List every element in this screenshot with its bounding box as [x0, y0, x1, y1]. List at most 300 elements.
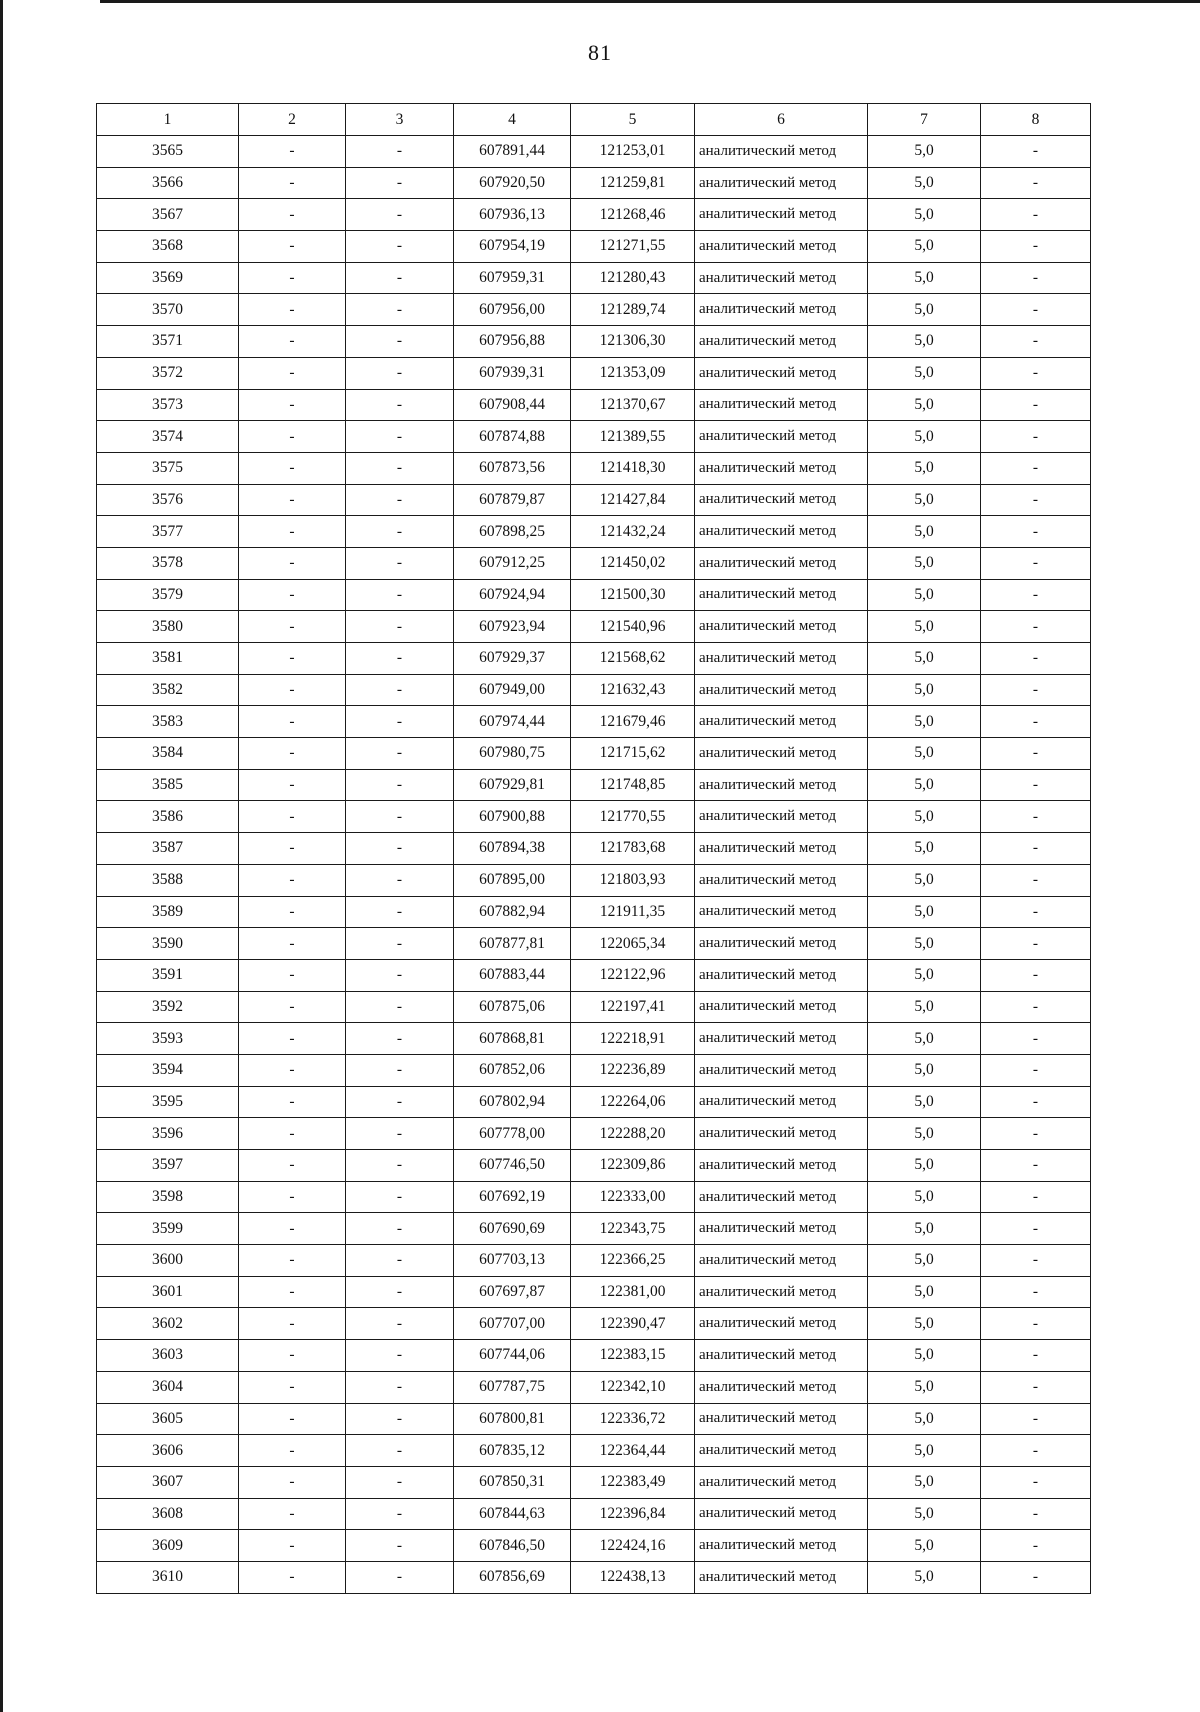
column-header-3: 3 [346, 104, 454, 136]
table-row [97, 136, 1091, 168]
col2-cell: - [239, 357, 346, 389]
col8-cell: - [981, 1213, 1091, 1245]
y-coordinate-cell: 121432,24 [571, 516, 695, 548]
point-number-cell: 3601 [97, 1276, 239, 1308]
col3-cell: - [346, 991, 454, 1023]
y-coordinate-cell: 122396,84 [571, 1498, 695, 1530]
col3-cell: - [346, 1371, 454, 1403]
y-coordinate-cell: 121568,62 [571, 643, 695, 675]
accuracy-cell: 5,0 [868, 706, 981, 738]
method-cell: аналитический метод [695, 1245, 868, 1277]
table-row [97, 833, 1091, 865]
method-cell: аналитический метод [695, 991, 868, 1023]
method-cell: аналитический метод [695, 136, 868, 168]
method-cell: аналитический метод [695, 1181, 868, 1213]
col3-cell: - [346, 706, 454, 738]
table-row [97, 294, 1091, 326]
col8-cell: - [981, 1023, 1091, 1055]
table-row [97, 1530, 1091, 1562]
col2-cell: - [239, 959, 346, 991]
point-number-cell: 3593 [97, 1023, 239, 1055]
col3-cell: - [346, 1308, 454, 1340]
col3-cell: - [346, 738, 454, 770]
table-row [97, 611, 1091, 643]
point-number-cell: 3586 [97, 801, 239, 833]
accuracy-cell: 5,0 [868, 389, 981, 421]
col2-cell: - [239, 1245, 346, 1277]
table-row [97, 357, 1091, 389]
col2-cell: - [239, 1371, 346, 1403]
point-number-cell: 3594 [97, 1054, 239, 1086]
accuracy-cell: 5,0 [868, 484, 981, 516]
accuracy-cell: 5,0 [868, 769, 981, 801]
point-number-cell: 3579 [97, 579, 239, 611]
x-coordinate-cell: 607900,88 [454, 801, 571, 833]
col8-cell: - [981, 769, 1091, 801]
col8-cell: - [981, 579, 1091, 611]
method-cell: аналитический метод [695, 1213, 868, 1245]
method-cell: аналитический метод [695, 389, 868, 421]
col8-cell: - [981, 674, 1091, 706]
x-coordinate-cell: 607873,56 [454, 452, 571, 484]
table-row [97, 1435, 1091, 1467]
table-row [97, 167, 1091, 199]
method-cell: аналитический метод [695, 294, 868, 326]
y-coordinate-cell: 121679,46 [571, 706, 695, 738]
table-row [97, 1054, 1091, 1086]
col3-cell: - [346, 959, 454, 991]
col3-cell: - [346, 326, 454, 358]
table-row [97, 484, 1091, 516]
point-number-cell: 3603 [97, 1340, 239, 1372]
col8-cell: - [981, 1530, 1091, 1562]
point-number-cell: 3597 [97, 1150, 239, 1182]
col8-cell: - [981, 643, 1091, 675]
x-coordinate-cell: 607908,44 [454, 389, 571, 421]
method-cell: аналитический метод [695, 1023, 868, 1055]
method-cell: аналитический метод [695, 262, 868, 294]
y-coordinate-cell: 122236,89 [571, 1054, 695, 1086]
col2-cell: - [239, 1213, 346, 1245]
point-number-cell: 3602 [97, 1308, 239, 1340]
point-number-cell: 3604 [97, 1371, 239, 1403]
col2-cell: - [239, 611, 346, 643]
col3-cell: - [346, 1150, 454, 1182]
accuracy-cell: 5,0 [868, 167, 981, 199]
x-coordinate-cell: 607959,31 [454, 262, 571, 294]
method-cell: аналитический метод [695, 357, 868, 389]
col2-cell: - [239, 1308, 346, 1340]
col8-cell: - [981, 1403, 1091, 1435]
y-coordinate-cell: 121803,93 [571, 864, 695, 896]
method-cell: аналитический метод [695, 706, 868, 738]
x-coordinate-cell: 607877,81 [454, 928, 571, 960]
col3-cell: - [346, 1023, 454, 1055]
x-coordinate-cell: 607787,75 [454, 1371, 571, 1403]
col8-cell: - [981, 1150, 1091, 1182]
accuracy-cell: 5,0 [868, 452, 981, 484]
table-row [97, 1023, 1091, 1055]
x-coordinate-cell: 607894,38 [454, 833, 571, 865]
x-coordinate-cell: 607874,88 [454, 421, 571, 453]
method-cell: аналитический метод [695, 896, 868, 928]
accuracy-cell: 5,0 [868, 1213, 981, 1245]
y-coordinate-cell: 122424,16 [571, 1530, 695, 1562]
accuracy-cell: 5,0 [868, 896, 981, 928]
method-cell: аналитический метод [695, 928, 868, 960]
accuracy-cell: 5,0 [868, 1435, 981, 1467]
col3-cell: - [346, 484, 454, 516]
y-coordinate-cell: 122342,10 [571, 1371, 695, 1403]
accuracy-cell: 5,0 [868, 928, 981, 960]
col2-cell: - [239, 991, 346, 1023]
y-coordinate-cell: 121715,62 [571, 738, 695, 770]
table-row [97, 1308, 1091, 1340]
y-coordinate-cell: 121540,96 [571, 611, 695, 643]
col8-cell: - [981, 1371, 1091, 1403]
column-header-8: 8 [981, 104, 1091, 136]
col3-cell: - [346, 1086, 454, 1118]
x-coordinate-cell: 607844,63 [454, 1498, 571, 1530]
col2-cell: - [239, 928, 346, 960]
x-coordinate-cell: 607692,19 [454, 1181, 571, 1213]
x-coordinate-cell: 607800,81 [454, 1403, 571, 1435]
table-row [97, 516, 1091, 548]
col2-cell: - [239, 1530, 346, 1562]
method-cell: аналитический метод [695, 1466, 868, 1498]
col2-cell: - [239, 801, 346, 833]
accuracy-cell: 5,0 [868, 1466, 981, 1498]
point-number-cell: 3566 [97, 167, 239, 199]
col8-cell: - [981, 357, 1091, 389]
y-coordinate-cell: 121427,84 [571, 484, 695, 516]
col8-cell: - [981, 991, 1091, 1023]
x-coordinate-cell: 607850,31 [454, 1466, 571, 1498]
x-coordinate-cell: 607898,25 [454, 516, 571, 548]
table-row [97, 801, 1091, 833]
col8-cell: - [981, 1561, 1091, 1593]
col8-cell: - [981, 516, 1091, 548]
column-header-5: 5 [571, 104, 695, 136]
point-number-cell: 3584 [97, 738, 239, 770]
col8-cell: - [981, 801, 1091, 833]
method-cell: аналитический метод [695, 738, 868, 770]
col2-cell: - [239, 1498, 346, 1530]
col8-cell: - [981, 136, 1091, 168]
y-coordinate-cell: 121748,85 [571, 769, 695, 801]
col8-cell: - [981, 1118, 1091, 1150]
point-number-cell: 3607 [97, 1466, 239, 1498]
table-row [97, 1340, 1091, 1372]
table-row [97, 1245, 1091, 1277]
col3-cell: - [346, 547, 454, 579]
y-coordinate-cell: 122333,00 [571, 1181, 695, 1213]
method-cell: аналитический метод [695, 864, 868, 896]
accuracy-cell: 5,0 [868, 738, 981, 770]
column-header-1: 1 [97, 104, 239, 136]
method-cell: аналитический метод [695, 1276, 868, 1308]
x-coordinate-cell: 607802,94 [454, 1086, 571, 1118]
col8-cell: - [981, 1054, 1091, 1086]
x-coordinate-cell: 607920,50 [454, 167, 571, 199]
point-number-cell: 3578 [97, 547, 239, 579]
col2-cell: - [239, 421, 346, 453]
point-number-cell: 3588 [97, 864, 239, 896]
accuracy-cell: 5,0 [868, 579, 981, 611]
table-row [97, 547, 1091, 579]
col3-cell: - [346, 136, 454, 168]
table-row [97, 421, 1091, 453]
table-row [97, 1276, 1091, 1308]
col2-cell: - [239, 167, 346, 199]
col8-cell: - [981, 1435, 1091, 1467]
col3-cell: - [346, 1498, 454, 1530]
table-header-row [97, 104, 1091, 136]
x-coordinate-cell: 607923,94 [454, 611, 571, 643]
col2-cell: - [239, 1023, 346, 1055]
col2-cell: - [239, 1086, 346, 1118]
col3-cell: - [346, 167, 454, 199]
col2-cell: - [239, 389, 346, 421]
col2-cell: - [239, 516, 346, 548]
x-coordinate-cell: 607936,13 [454, 199, 571, 231]
col8-cell: - [981, 1276, 1091, 1308]
method-cell: аналитический метод [695, 516, 868, 548]
table-row [97, 674, 1091, 706]
col3-cell: - [346, 801, 454, 833]
col8-cell: - [981, 199, 1091, 231]
y-coordinate-cell: 122218,91 [571, 1023, 695, 1055]
point-number-cell: 3574 [97, 421, 239, 453]
accuracy-cell: 5,0 [868, 1371, 981, 1403]
y-coordinate-cell: 122288,20 [571, 1118, 695, 1150]
method-cell: аналитический метод [695, 199, 868, 231]
y-coordinate-cell: 122366,25 [571, 1245, 695, 1277]
table-row [97, 928, 1091, 960]
col2-cell: - [239, 1150, 346, 1182]
y-coordinate-cell: 121370,67 [571, 389, 695, 421]
col3-cell: - [346, 1340, 454, 1372]
col3-cell: - [346, 452, 454, 484]
col8-cell: - [981, 1308, 1091, 1340]
accuracy-cell: 5,0 [868, 674, 981, 706]
col2-cell: - [239, 136, 346, 168]
y-coordinate-cell: 121289,74 [571, 294, 695, 326]
y-coordinate-cell: 121271,55 [571, 231, 695, 263]
x-coordinate-cell: 607707,00 [454, 1308, 571, 1340]
method-cell: аналитический метод [695, 167, 868, 199]
col3-cell: - [346, 864, 454, 896]
table-row [97, 326, 1091, 358]
accuracy-cell: 5,0 [868, 294, 981, 326]
method-cell: аналитический метод [695, 484, 868, 516]
col3-cell: - [346, 357, 454, 389]
x-coordinate-cell: 607929,37 [454, 643, 571, 675]
point-number-cell: 3585 [97, 769, 239, 801]
x-coordinate-cell: 607974,44 [454, 706, 571, 738]
point-number-cell: 3596 [97, 1118, 239, 1150]
col3-cell: - [346, 231, 454, 263]
col2-cell: - [239, 1276, 346, 1308]
table-row [97, 738, 1091, 770]
method-cell: аналитический метод [695, 801, 868, 833]
method-cell: аналитический метод [695, 833, 868, 865]
x-coordinate-cell: 607949,00 [454, 674, 571, 706]
col3-cell: - [346, 769, 454, 801]
x-coordinate-cell: 607703,13 [454, 1245, 571, 1277]
method-cell: аналитический метод [695, 1530, 868, 1562]
y-coordinate-cell: 122197,41 [571, 991, 695, 1023]
point-number-cell: 3600 [97, 1245, 239, 1277]
x-coordinate-cell: 607868,81 [454, 1023, 571, 1055]
accuracy-cell: 5,0 [868, 357, 981, 389]
col8-cell: - [981, 262, 1091, 294]
x-coordinate-cell: 607879,87 [454, 484, 571, 516]
point-number-cell: 3590 [97, 928, 239, 960]
column-header-7: 7 [868, 104, 981, 136]
coordinates-table [96, 103, 1091, 1594]
table-row [97, 1498, 1091, 1530]
x-coordinate-cell: 607954,19 [454, 231, 571, 263]
point-number-cell: 3571 [97, 326, 239, 358]
accuracy-cell: 5,0 [868, 611, 981, 643]
table-row [97, 1118, 1091, 1150]
point-number-cell: 3581 [97, 643, 239, 675]
method-cell: аналитический метод [695, 1086, 868, 1118]
accuracy-cell: 5,0 [868, 1118, 981, 1150]
y-coordinate-cell: 122383,49 [571, 1466, 695, 1498]
method-cell: аналитический метод [695, 1498, 868, 1530]
col3-cell: - [346, 199, 454, 231]
col2-cell: - [239, 1340, 346, 1372]
accuracy-cell: 5,0 [868, 1054, 981, 1086]
table-row [97, 199, 1091, 231]
table-row [97, 1561, 1091, 1593]
col3-cell: - [346, 611, 454, 643]
accuracy-cell: 5,0 [868, 199, 981, 231]
col8-cell: - [981, 167, 1091, 199]
point-number-cell: 3572 [97, 357, 239, 389]
col8-cell: - [981, 1086, 1091, 1118]
x-coordinate-cell: 607875,06 [454, 991, 571, 1023]
point-number-cell: 3589 [97, 896, 239, 928]
point-number-cell: 3595 [97, 1086, 239, 1118]
point-number-cell: 3606 [97, 1435, 239, 1467]
col2-cell: - [239, 199, 346, 231]
point-number-cell: 3587 [97, 833, 239, 865]
table-row [97, 769, 1091, 801]
col2-cell: - [239, 579, 346, 611]
x-coordinate-cell: 607882,94 [454, 896, 571, 928]
col3-cell: - [346, 1118, 454, 1150]
y-coordinate-cell: 122438,13 [571, 1561, 695, 1593]
x-coordinate-cell: 607939,31 [454, 357, 571, 389]
col8-cell: - [981, 1498, 1091, 1530]
col8-cell: - [981, 484, 1091, 516]
col8-cell: - [981, 833, 1091, 865]
col2-cell: - [239, 738, 346, 770]
point-number-cell: 3577 [97, 516, 239, 548]
point-number-cell: 3610 [97, 1561, 239, 1593]
y-coordinate-cell: 121389,55 [571, 421, 695, 453]
col8-cell: - [981, 231, 1091, 263]
accuracy-cell: 5,0 [868, 1308, 981, 1340]
y-coordinate-cell: 121280,43 [571, 262, 695, 294]
col8-cell: - [981, 1466, 1091, 1498]
col8-cell: - [981, 389, 1091, 421]
col3-cell: - [346, 1561, 454, 1593]
col2-cell: - [239, 1561, 346, 1593]
y-coordinate-cell: 122065,34 [571, 928, 695, 960]
x-coordinate-cell: 607883,44 [454, 959, 571, 991]
x-coordinate-cell: 607778,00 [454, 1118, 571, 1150]
accuracy-cell: 5,0 [868, 1150, 981, 1182]
x-coordinate-cell: 607895,00 [454, 864, 571, 896]
method-cell: аналитический метод [695, 1561, 868, 1593]
method-cell: аналитический метод [695, 959, 868, 991]
col2-cell: - [239, 1118, 346, 1150]
x-coordinate-cell: 607835,12 [454, 1435, 571, 1467]
y-coordinate-cell: 122381,00 [571, 1276, 695, 1308]
col2-cell: - [239, 1054, 346, 1086]
col8-cell: - [981, 1340, 1091, 1372]
accuracy-cell: 5,0 [868, 1403, 981, 1435]
table-row [97, 706, 1091, 738]
col3-cell: - [346, 1054, 454, 1086]
x-coordinate-cell: 607856,69 [454, 1561, 571, 1593]
y-coordinate-cell: 121632,43 [571, 674, 695, 706]
x-coordinate-cell: 607980,75 [454, 738, 571, 770]
y-coordinate-cell: 122309,86 [571, 1150, 695, 1182]
col2-cell: - [239, 864, 346, 896]
col3-cell: - [346, 579, 454, 611]
col3-cell: - [346, 421, 454, 453]
y-coordinate-cell: 122383,15 [571, 1340, 695, 1372]
method-cell: аналитический метод [695, 547, 868, 579]
method-cell: аналитический метод [695, 611, 868, 643]
accuracy-cell: 5,0 [868, 1530, 981, 1562]
y-coordinate-cell: 121268,46 [571, 199, 695, 231]
table-row [97, 896, 1091, 928]
table-row [97, 231, 1091, 263]
col3-cell: - [346, 674, 454, 706]
table-row [97, 389, 1091, 421]
point-number-cell: 3565 [97, 136, 239, 168]
y-coordinate-cell: 121770,55 [571, 801, 695, 833]
point-number-cell: 3567 [97, 199, 239, 231]
col8-cell: - [981, 452, 1091, 484]
point-number-cell: 3592 [97, 991, 239, 1023]
col8-cell: - [981, 959, 1091, 991]
col3-cell: - [346, 294, 454, 326]
col2-cell: - [239, 674, 346, 706]
method-cell: аналитический метод [695, 1118, 868, 1150]
accuracy-cell: 5,0 [868, 262, 981, 294]
col2-cell: - [239, 1403, 346, 1435]
x-coordinate-cell: 607697,87 [454, 1276, 571, 1308]
scan-border-left [0, 0, 3, 1712]
x-coordinate-cell: 607891,44 [454, 136, 571, 168]
y-coordinate-cell: 121253,01 [571, 136, 695, 168]
table-row [97, 864, 1091, 896]
accuracy-cell: 5,0 [868, 1276, 981, 1308]
method-cell: аналитический метод [695, 1340, 868, 1372]
col8-cell: - [981, 611, 1091, 643]
col8-cell: - [981, 294, 1091, 326]
x-coordinate-cell: 607929,81 [454, 769, 571, 801]
y-coordinate-cell: 122390,47 [571, 1308, 695, 1340]
col2-cell: - [239, 484, 346, 516]
